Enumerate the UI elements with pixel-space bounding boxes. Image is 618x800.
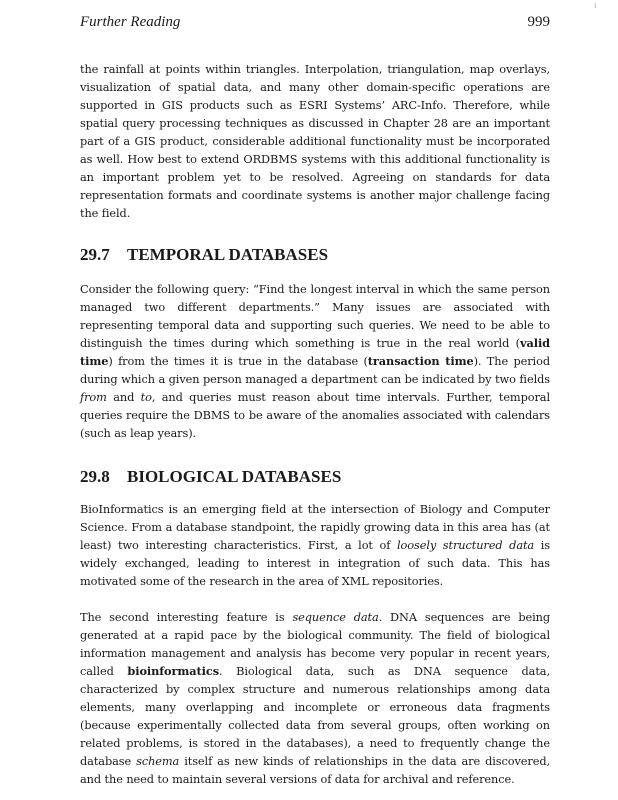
term-valid-time: valid time [80, 336, 550, 368]
page-number: 999 [527, 14, 550, 30]
text-run: The second interesting feature is [80, 610, 293, 624]
term-transaction-time: transaction time [367, 354, 474, 368]
section-title: TEMPORAL DATABASES [127, 245, 329, 264]
gis-paragraph: the rainfall at points within triangles. Interpolation, triangulation, map overlays, visualization of spatial data, and many other domain-specific operations are supported in GIS products such as ESRI Systems’ ARC-Info. Therefore, while spatial query processing techniques as discussed in Chapter 28 are an important part of a GIS product, considerable additional functionality must be incorporated as well. How best to extend ORDBMS systems with this additional functionality is an important problem yet to be resolved. Agreeing on standards for data representation formats and coordinate systems is another major challenge facing the field. [80, 62, 550, 220]
section-heading-biological [80, 466, 550, 488]
section-number: 29.7 [80, 245, 110, 264]
text-run: itself as new kinds of relationships in the data are discovered, and the need to maintain several versions of data for archival and reference. [80, 754, 550, 786]
text-run: ). The period during which a given person managed a department can be indicated by two fields [80, 354, 550, 386]
text-run: ) from the times it is true in the database ( [108, 354, 368, 368]
running-head-title: Further Reading [80, 14, 181, 30]
running-header [80, 14, 550, 34]
field-to: to [140, 390, 152, 404]
term-loosely-structured-data: loosely structured data [397, 538, 535, 552]
text-run: is widely exchanged, leading to interest in integration of such data. This has motivated some of the research in the area of XML repositories. [80, 538, 550, 588]
text-run: Consider the following query: “Find the longest interval in which the same person managed two different departments.” Many issues are associated with representing temporal data and supporting such queries. We need to be able to distinguish the times during which something is true in the real world ( [80, 282, 550, 350]
page-body [80, 60, 550, 788]
term-schema: schema [136, 754, 180, 768]
temporal-paragraph [80, 280, 550, 442]
text-run: , and queries must reason about time intervals. Further, temporal queries require the DBMS to be aware of the anomalies associated with calendars (such as leap years). [80, 390, 550, 440]
text-run: and [106, 390, 141, 404]
term-sequence-data: sequence data [292, 610, 379, 624]
text-run: . DNA sequences are being generated at a rapid pace by the biological community. The field of biological information management and analysis has become very popular in recent years, called [80, 610, 550, 678]
section-number: 29.8 [80, 467, 110, 486]
term-bioinformatics: bioinformatics [127, 664, 219, 678]
text-run: . Biological data, such as DNA sequence data, characterized by complex structure and numerous relationships among data elements, many overlapping and incomplete or erroneous data fragments (because experimentally collected data from several groups, often working on related problems, is stored in the databases), a need to frequently change the database [80, 664, 550, 768]
field-from: from [80, 390, 107, 404]
text-run: BioInformatics is an emerging field at the intersection of Biology and Computer Science. From a database standpoint, the rapidly growing data in this area has (at least) two interesting characteristics. First, a lot of [80, 502, 550, 552]
corner-mark-icon: ℹ [594, 2, 597, 10]
biological-paragraph-2 [80, 608, 550, 788]
biological-paragraph-1 [80, 500, 550, 590]
section-heading-temporal [80, 244, 550, 266]
section-title: BIOLOGICAL DATABASES [127, 467, 342, 486]
